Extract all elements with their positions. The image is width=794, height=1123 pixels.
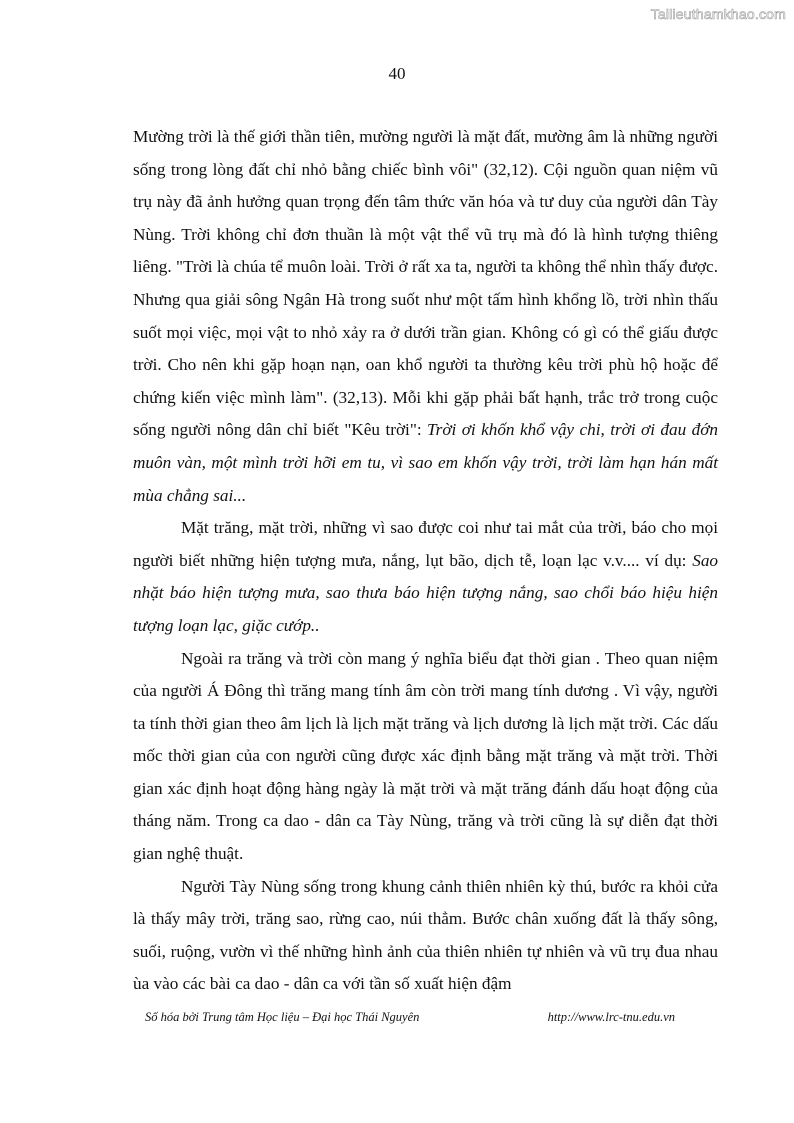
paragraph-3-text: Ngoài ra trăng và trời còn mang ý nghĩa biểu đạt thời gian . Theo quan niệm của người Á Đông thì trăng mang tính âm còn trời mang tính dương . Vì vậy, người ta tính thời gian theo âm lịch là lịch mặt trăng và lịch dương là lịch mặt trời. Các dấu mốc thời gian của con người cũng được xác định bằng mặt trăng và mặt trời. Thời gian xác định hoạt động hàng ngày là mặt trời và mặt trăng đánh dấu hoạt động của tháng năm. Trong ca dao - dân ca Tày Nùng, trăng và trời cũng là sự diễn đạt thời gian nghệ thuật. bbox=[133, 648, 718, 864]
paragraph-4 bbox=[133, 871, 718, 1001]
page-footer bbox=[145, 1010, 675, 1025]
paragraph-4-text: Người Tày Nùng sống trong khung cảnh thiên nhiên kỳ thú, bước ra khỏi cửa là thấy mây trời, trăng sao, rừng cao, núi thẳm. Bước chân xuống đất là thấy sông, suối, ruộng, vườn vì thế những hình ảnh của thiên nhiên tự nhiên và vũ trụ đua nhau ùa vào các bài ca dao - dân ca với tần số xuất hiện đậm bbox=[133, 876, 718, 994]
watermark-text: Tailieuthamkhao.com bbox=[650, 6, 786, 22]
paragraph-2-quote: Sao nhặt báo hiện tượng mưa, sao thưa báo hiện tượng nắng, sao chổi báo hiệu hiện tượng loạn lạc, giặc cướp.. bbox=[133, 550, 718, 635]
document-body bbox=[133, 121, 718, 1001]
paragraph-1 bbox=[133, 121, 718, 512]
paragraph-3 bbox=[133, 643, 718, 871]
footer-source: Số hóa bởi Trung tâm Học liệu – Đại học Thái Nguyên bbox=[145, 1010, 420, 1024]
page-number: 40 bbox=[388, 64, 406, 83]
footer-url: http://www.lrc-tnu.edu.vn bbox=[547, 1010, 675, 1024]
paragraph-2 bbox=[133, 512, 718, 642]
paragraph-1-text: Mường trời là thế giới thần tiên, mường người là mặt đất, mường âm là những người sống trong lòng đất chỉ nhỏ bằng chiếc bình vôi" (32,12). Cội nguồn quan niệm vũ trụ này đã ảnh hưởng quan trọng đến tâm thức văn hóa và tư duy của người dân Tày Nùng. Trời không chỉ đơn thuần là một vật thể vũ trụ mà đó là hình tượng thiêng liêng. "Trời là chúa tể muôn loài. Trời ở rất xa ta, người ta không thể nhìn thấy được. Nhưng qua giải sông Ngân Hà trong suốt như một tấm hình khổng lồ, trời nhìn thấu suốt mọi việc, mọi vật to nhỏ xảy ra ở dưới trần gian. Không có gì có thể giấu được trời. Cho nên khi gặp hoạn nạn, oan khổ người ta thường kêu trời phù hộ hoặc để chứng kiến việc mình làm". (32,13). Mỗi khi gặp phải bất hạnh, trắc trở trong cuộc sống người nông dân chỉ biết "Kêu trời": bbox=[133, 127, 718, 440]
paragraph-2-text: Mặt trăng, mặt trời, những vì sao được coi như tai mắt của trời, báo cho mọi người biết những hiện tượng mưa, nắng, lụt bão, dịch tễ, loạn lạc v.v.... ví dụ: bbox=[133, 518, 718, 570]
paragraph-1-quote: Trời ơi khốn khổ vậy chi, trời ơi đau đớn muôn vàn, một mình trời hỡi em tu, vì sao em khốn vậy trời, trời làm hạn hán mất mùa chẳng sai... bbox=[133, 420, 718, 505]
